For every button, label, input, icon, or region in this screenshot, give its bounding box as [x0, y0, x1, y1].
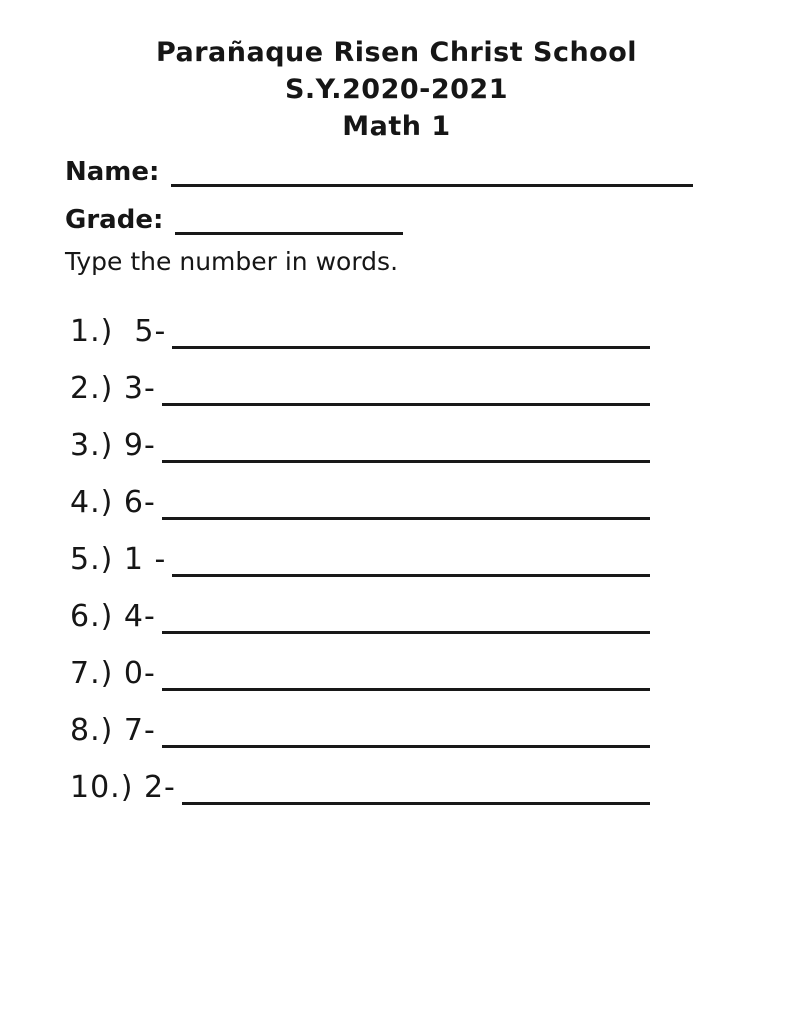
items-list	[70, 292, 650, 805]
item-row-10	[70, 748, 650, 805]
worksheet-header	[0, 0, 793, 145]
item-row-5	[70, 520, 650, 577]
answer-input-3[interactable]	[162, 425, 650, 463]
answer-input-5[interactable]	[172, 539, 650, 577]
item-row-4	[70, 463, 650, 520]
instruction-text: Type the number in words.	[65, 247, 399, 276]
name-label: Name:	[65, 157, 160, 187]
item-label: 3.) 9-	[70, 428, 156, 463]
name-input[interactable]	[171, 153, 693, 187]
item-label: 10.) 2-	[70, 770, 176, 805]
answer-input-8[interactable]	[162, 710, 650, 748]
item-label: 7.) 0-	[70, 656, 156, 691]
item-label: 5.) 1 -	[70, 542, 167, 577]
item-label: 2.) 3-	[70, 371, 156, 406]
item-row-6	[70, 577, 650, 634]
school-name: Parañaque Risen Christ School	[155, 37, 638, 68]
name-field-row	[65, 153, 693, 187]
grade-field-row	[65, 201, 403, 235]
item-label: 4.) 6-	[70, 485, 156, 520]
item-row-7	[70, 634, 650, 691]
item-row-2	[70, 349, 650, 406]
item-label: 6.) 4-	[70, 599, 156, 634]
school-year: S.Y.2020-2021	[284, 74, 509, 105]
answer-input-7[interactable]	[162, 653, 650, 691]
item-row-3	[70, 406, 650, 463]
item-row-8	[70, 691, 650, 748]
answer-input-1[interactable]	[172, 311, 650, 349]
item-row-1	[70, 292, 650, 349]
answer-input-10[interactable]	[182, 767, 650, 805]
item-label: 1.) 5-	[70, 314, 167, 349]
subject-title: Math 1	[342, 111, 451, 142]
answer-input-4[interactable]	[162, 482, 650, 520]
grade-label: Grade:	[65, 205, 164, 235]
answer-input-2[interactable]	[162, 368, 650, 406]
answer-input-6[interactable]	[162, 596, 650, 634]
item-label: 8.) 7-	[70, 713, 156, 748]
grade-input[interactable]	[175, 201, 403, 235]
